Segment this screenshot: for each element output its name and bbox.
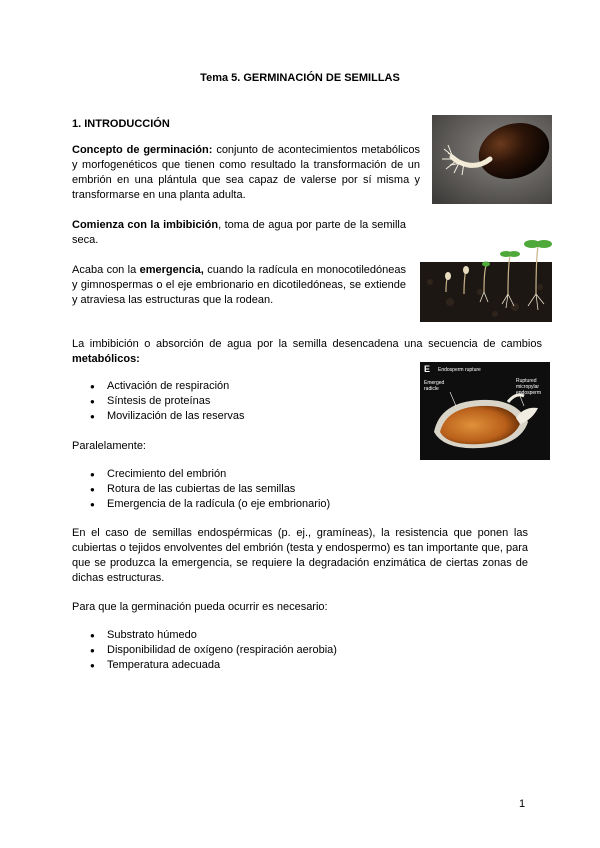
page-number: 1	[519, 798, 526, 810]
seedling-growth-photo	[420, 232, 552, 322]
definition-text: conjunto de acontecimientos metabólicos y morfogenéticos que tienen como resultado la transformación de un embrión en una plántula que sea capaz de valerse por sí misma y transformarse en una planta adulta.	[72, 144, 420, 201]
paragraph-text: cuando la radícula en monocotiledóneas y gimnospermas o el eje embrionario en dicotiledóneas, se extiende y atraviesa las estructuras que la rodean.	[72, 264, 407, 306]
list-procesos-paralelos	[90, 467, 330, 512]
term-metabolicos: metabólicos:	[72, 353, 140, 365]
endosperm-rupture-figure	[420, 362, 550, 460]
figure-label-radicle: radicle	[424, 386, 439, 392]
paragraph-paralelamente: Paralelamente:	[72, 440, 146, 452]
list-item: ● Substrato húmedo	[90, 628, 337, 643]
paragraph-semillas-endospermicas: En el caso de semillas endospérmicas (p. ej., gramíneas), la resistencia que ponen las cubiertas o tejidos envolventes del embrión (testa y endospermo) es tan importante que, para que se produzca la emergencia, se requiere la degradación enzimática de ciertas zonas de dichas estructuras.	[72, 527, 528, 584]
list-item: ● Rotura de las cubiertas de las semillas	[90, 482, 330, 497]
paragraph-concepto-germinacion	[72, 143, 420, 203]
paragraph-text: Acaba con la	[72, 264, 140, 276]
page-title: Tema 5. GERMINACIÓN DE SEMILLAS	[200, 72, 400, 84]
list-item: ● Activación de respiración	[90, 379, 245, 394]
paragraph-requisitos: Para que la germinación pueda ocurrir es necesario:	[72, 601, 328, 613]
list-item: ● Crecimiento del embrión	[90, 467, 330, 482]
figure-panel-letter: E	[424, 364, 431, 374]
paragraph-text: , toma de agua por parte de la semilla seca.	[72, 219, 406, 246]
paragraph-text: La imbibición o absorción de agua por la semilla desencadena una secuencia de cambios	[72, 338, 542, 350]
list-cambios-metabolicos	[90, 379, 245, 424]
list-item: ● Movilización de las reservas	[90, 409, 245, 424]
figure-label-ruptured: Ruptured	[516, 378, 537, 384]
term-concepto: Concepto de germinación:	[72, 144, 213, 156]
list-item: ● Disponibilidad de oxígeno (respiración aerobia)	[90, 643, 337, 658]
list-item: ● Emergencia de la radícula (o eje embrionario)	[90, 497, 330, 512]
paragraph-emergencia	[72, 263, 406, 308]
figure-label-micropylar: micropylar	[516, 384, 540, 390]
endosperm-figure-svg	[420, 362, 550, 460]
seed-photo-svg	[432, 115, 552, 204]
seedling-photo-svg	[420, 232, 552, 322]
figure-label-endosperm-rupture: Endosperm rupture	[438, 367, 481, 373]
seed-germination-photo	[432, 115, 552, 204]
figure-label-endosperm: endosperm	[516, 390, 542, 396]
list-item: ● Temperatura adecuada	[90, 658, 337, 673]
figure-label-emerged: Emerged	[424, 380, 445, 386]
section-heading-introduccion: 1. INTRODUCCIÓN	[72, 118, 170, 130]
list-item: ● Síntesis de proteínas	[90, 394, 245, 409]
term-imbibicion: Comienza con la imbibición	[72, 219, 219, 231]
term-emergencia: emergencia,	[139, 264, 204, 276]
paragraph-imbibicion	[72, 218, 406, 248]
list-requisitos-germinacion	[90, 628, 337, 673]
